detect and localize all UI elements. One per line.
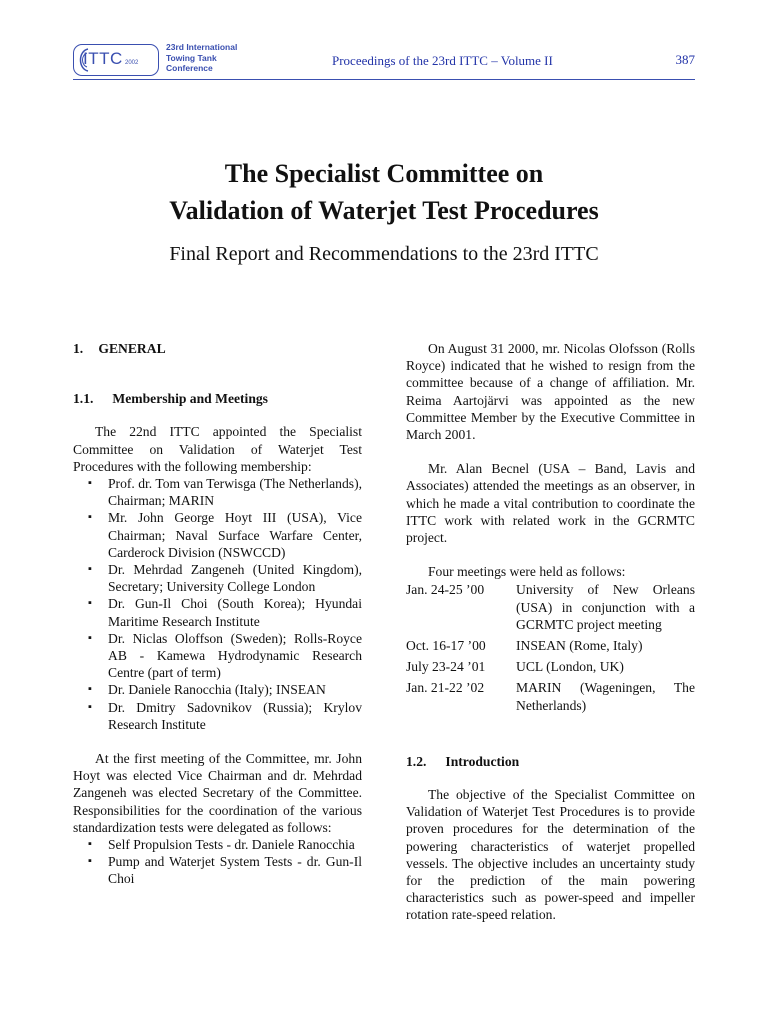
- list-item-text: Mr. John George Hoyt III (USA), Vice Chairman; Naval Surface Warfare Center, Carderock Division (NSWCCD): [108, 510, 362, 560]
- bullet-icon: ▪: [88, 838, 92, 851]
- paragraph: The 22nd ITTC appointed the Specialist Committee on Validation of Waterjet Test Procedures with the following membership:: [73, 424, 362, 474]
- spacer: [406, 546, 695, 563]
- section-number: 1.: [73, 341, 84, 356]
- paper-title-line-2: Validation of Waterjet Test Procedures: [169, 196, 599, 225]
- paragraph: Four meetings were held as follows:: [428, 564, 626, 580]
- list-item: [73, 699, 362, 733]
- subsection-title: Membership and Meetings: [112, 391, 268, 407]
- list-item-text: Dr. Daniele Ranocchia (Italy); INSEAN: [108, 682, 326, 698]
- header-rule: [73, 79, 695, 80]
- conference-line: 23rd International: [166, 42, 238, 52]
- meeting-date: Oct. 16-17 ’00: [406, 638, 486, 654]
- list-item-text: Dr. Gun-Il Choi (South Korea); Hyundai Maritime Research Institute: [108, 596, 362, 629]
- paragraph: On August 31 2000, mr. Nicolas Olofsson (Rolls Royce) indicated that he wished to resign from the committee because of a change of affiliation. Mr. Reima Aartojärvi was appointed as the new Committee Member by the Executive Committee in March 2001.: [406, 341, 695, 443]
- meetings-table: [406, 581, 695, 713]
- list-item: [73, 509, 362, 561]
- list-item-text: Self Propulsion Tests - dr. Daniele Ranocchia: [108, 837, 355, 853]
- subsection-heading: [406, 753, 695, 770]
- meeting-place: UCL (London, UK): [516, 659, 624, 675]
- paragraph: Mr. Alan Becnel (USA – Band, Lavis and Associates) attended the meetings as an observer, in which he made a vital contribution to coordinate the ITTC work with related work in the GCRMTC project.: [406, 461, 695, 546]
- list-item: [73, 475, 362, 509]
- left-column: [73, 340, 362, 888]
- logo-text: ITTC: [83, 49, 123, 68]
- list-item-text: Dr. Dmitry Sadovnikov (Russia); Krylov Research Institute: [108, 699, 362, 732]
- section-title: GENERAL: [98, 341, 166, 356]
- list-item: [73, 595, 362, 629]
- paragraph: At the first meeting of the Committee, mr. John Hoyt was elected Vice Chairman and dr. Mehrdad Zangeneh was elected Secretary of the Committee. Responsibilities for the coordination of the various standardization tests were delegated as follows:: [73, 751, 362, 835]
- conference-name: [166, 42, 237, 74]
- paper-subtitle: Final Report and Recommendations to the 23rd ITTC: [169, 243, 599, 265]
- spacer: [406, 443, 695, 460]
- page-number: 387: [675, 52, 695, 67]
- list-item: [73, 681, 362, 698]
- table-row: [406, 679, 695, 713]
- bullet-icon: ▪: [88, 683, 92, 696]
- section-heading: [73, 340, 362, 357]
- list-item: [73, 630, 362, 682]
- conference-line: Towing Tank: [166, 52, 217, 63]
- subsection-number: 1.2.: [406, 753, 427, 769]
- subsection-number: 1.1.: [73, 391, 94, 407]
- meeting-place: INSEAN (Rome, Italy): [516, 638, 643, 654]
- spacer: [406, 714, 695, 753]
- meeting-place: University of New Orleans (USA) in conjunction with a GCRMTC project meeting: [516, 582, 695, 632]
- list-item-text: Dr. Niclas Oloffson (Sweden); Rolls-Royce AB - Kamewa Hydrodynamic Research Centre (part of term): [108, 630, 362, 681]
- meeting-date: Jan. 21-22 ’02: [406, 680, 485, 696]
- bullet-icon: ▪: [88, 511, 92, 524]
- ittc-logo: [73, 44, 161, 78]
- table-row: [406, 581, 695, 637]
- right-column: [406, 340, 695, 924]
- bullet-icon: ▪: [88, 631, 92, 644]
- paragraph: The objective of the Specialist Committee on Validation of Waterjet Test Procedures is to provide proven procedures for the determination of the powering characteristics of waterjet propelled vessels. The objective includes an uncertainty study for the prediction of the main powering characteristics such as power-speed and impeller rotation rate-speed relation.: [406, 787, 695, 923]
- bullet-icon: ▪: [88, 855, 92, 868]
- spacer: [73, 733, 362, 750]
- conference-line: Conference: [166, 63, 213, 73]
- paper-title-line-1: The Specialist Committee on: [224, 159, 544, 188]
- bullet-icon: ▪: [88, 563, 92, 576]
- table-row: [406, 658, 695, 679]
- list-item: [73, 853, 362, 887]
- bullet-icon: ▪: [88, 477, 92, 490]
- meeting-date: Jan. 24-25 ’00: [406, 582, 485, 598]
- list-item: [73, 836, 362, 853]
- subsection-heading: [73, 390, 362, 407]
- table-row: [406, 637, 695, 658]
- list-item-text: Prof. dr. Tom van Terwisga (The Netherlands), Chairman; MARIN: [108, 476, 362, 509]
- list-item-text: Dr. Mehrdad Zangeneh (United Kingdom), Secretary; University College London: [108, 562, 362, 595]
- bullet-icon: ▪: [88, 597, 92, 610]
- membership-list: [73, 475, 362, 733]
- running-title: Proceedings of the 23rd ITTC – Volume II: [332, 53, 553, 68]
- subsection-title: Introduction: [445, 753, 520, 769]
- list-item: [73, 561, 362, 595]
- meeting-date: July 23-24 ’01: [406, 659, 486, 675]
- bullet-icon: ▪: [88, 700, 92, 713]
- meeting-place: MARIN (Wageningen, The Netherlands): [516, 680, 695, 713]
- logo-year: 2002: [125, 60, 139, 66]
- page-header: [73, 42, 695, 80]
- list-item-text: Pump and Waterjet System Tests - dr. Gun-Il Choi: [108, 854, 362, 887]
- task-list: [73, 836, 362, 888]
